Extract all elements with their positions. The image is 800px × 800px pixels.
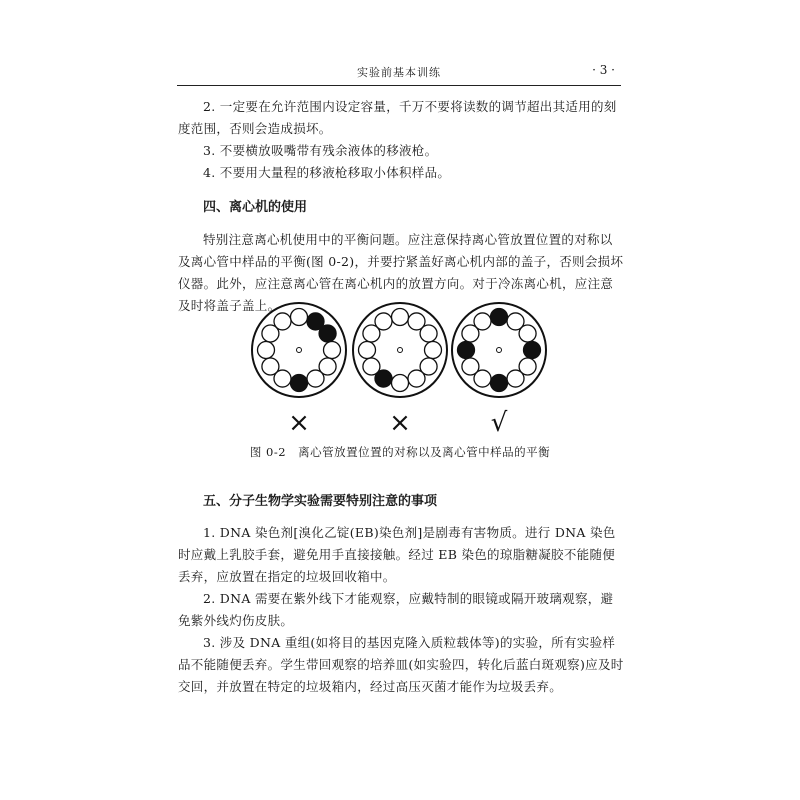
tube-slot-filled bbox=[491, 375, 508, 392]
rotor-hub bbox=[497, 348, 502, 353]
tube-slot-empty bbox=[258, 342, 275, 359]
tube-slot-empty bbox=[324, 342, 341, 359]
tube-slot-empty bbox=[274, 313, 291, 330]
tube-slot-filled bbox=[491, 309, 508, 326]
rotor-hub bbox=[297, 348, 302, 353]
tube-slot-filled bbox=[524, 342, 541, 359]
tube-slot-empty bbox=[392, 309, 409, 326]
tube-slot-empty bbox=[420, 325, 437, 342]
tube-slot-filled bbox=[319, 325, 336, 342]
tube-slot-empty bbox=[307, 370, 324, 387]
cross-mark-icon: × bbox=[288, 408, 310, 438]
tube-slot-empty bbox=[363, 358, 380, 375]
tube-slot-empty bbox=[408, 370, 425, 387]
tube-slot-empty bbox=[262, 358, 279, 375]
tube-slot-empty bbox=[375, 313, 392, 330]
centrifuge-paragraph: 特别注意离心机使用中的平衡问题。应注意保持离心管放置位置的对称以及离心管中样品的平衡(图 0-2)，并要拧紧盖好离心机内部的盖子，否则会损坏仪器。此外，应注意离心管在离心机内的放置方向。对于冷冻离心机，应注意及时将盖子盖上。 bbox=[178, 232, 624, 313]
list-item-4: 4. 不要用大量程的移液枪移取小体积样品。 bbox=[203, 165, 451, 180]
note-item-1: 1. DNA 染色剂[溴化乙锭(EB)染色剂]是剧毒有害物质。进行 DNA 染色时应戴上乳胶手套，避免用手直接接触。经过 EB 染色的琼脂糖凝胶不能随便丢弃，应放置在指定的垃圾回收箱中。 bbox=[178, 525, 616, 584]
figure-centrifuge-balance bbox=[250, 298, 550, 438]
list-item-3: 3. 不要横放吸嘴带有残余液体的移液枪。 bbox=[203, 143, 438, 158]
tube-slot-empty bbox=[474, 313, 491, 330]
list-item-2: 2. 一定要在允许范围内设定容量，千万不要将读数的调节超出其适用的刻度范围，否则会造成损坏。 bbox=[178, 99, 617, 136]
tube-slot-filled bbox=[458, 342, 475, 359]
tube-slot-empty bbox=[507, 370, 524, 387]
note-item-3: 3. 涉及 DNA 重组(如将目的基因克隆入质粒载体等)的实验，所有实验样品不能随便丢弃。学生带回观察的培养皿(如实验四，转化后蓝白斑观察)应及时交回，并放置在特定的垃圾箱内，经过高压灭菌才能作为垃圾丢弃。 bbox=[178, 635, 624, 694]
cross-mark-icon: × bbox=[389, 408, 411, 438]
tube-slot-empty bbox=[462, 358, 479, 375]
tube-slot-empty bbox=[291, 309, 308, 326]
tube-slot-empty bbox=[519, 325, 536, 342]
tube-slot-empty bbox=[359, 342, 376, 359]
section-heading-molecular-biology: 五、分子生物学实验需要特别注意的事项 bbox=[203, 494, 438, 509]
header-rule bbox=[177, 85, 621, 86]
page-number: · 3 · bbox=[592, 63, 615, 77]
rotor-diagram bbox=[250, 298, 550, 438]
note-item-2: 2. DNA 需要在紫外线下才能观察，应戴特制的眼镜或隔开玻璃观察，避免紫外线灼伤皮肤。 bbox=[178, 591, 614, 628]
tube-slot-empty bbox=[392, 375, 409, 392]
rotor-3 bbox=[452, 303, 546, 438]
check-mark-icon: √ bbox=[490, 408, 508, 438]
figure-caption: 图 0-2 离心管放置位置的对称以及离心管中样品的平衡 bbox=[249, 445, 551, 459]
rotor-1 bbox=[252, 303, 346, 438]
rotor-2 bbox=[353, 303, 447, 438]
section-heading-centrifuge: 四、离心机的使用 bbox=[203, 200, 308, 215]
running-header bbox=[177, 62, 621, 82]
running-header-title: 实验前基本训练 bbox=[357, 66, 441, 79]
tube-slot-filled bbox=[291, 375, 308, 392]
rotor-hub bbox=[398, 348, 403, 353]
tube-slot-empty bbox=[425, 342, 442, 359]
